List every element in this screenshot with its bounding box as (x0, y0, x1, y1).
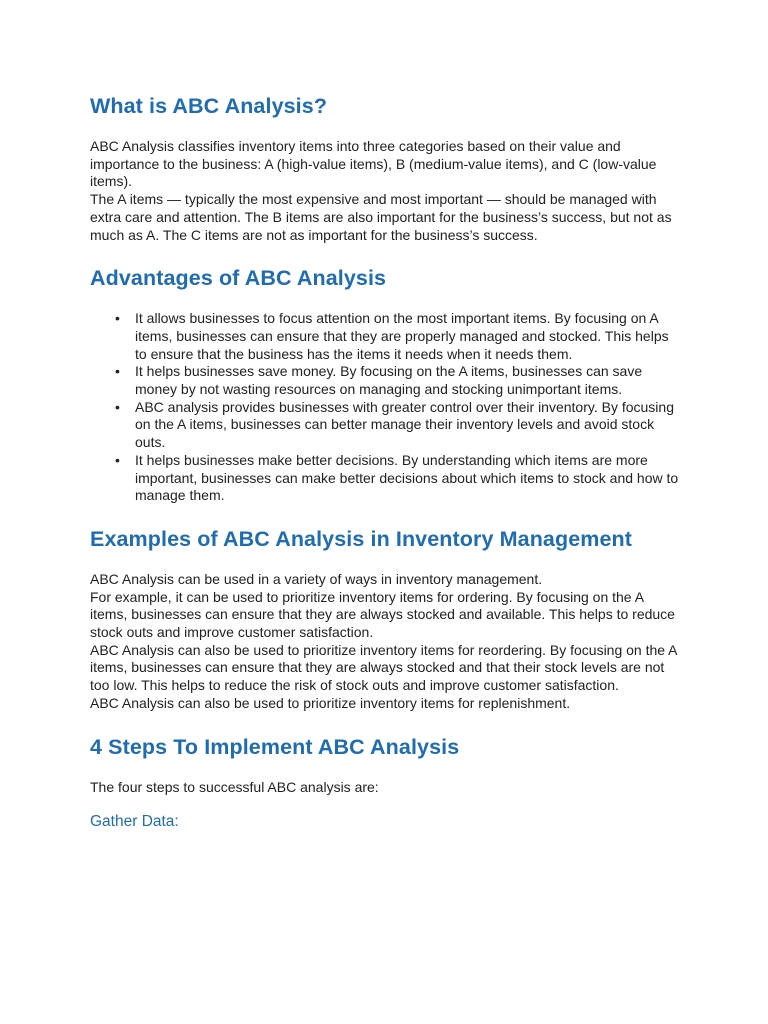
examples-paragraph-block (90, 571, 680, 713)
bullet-icon: • (115, 363, 120, 380)
advantages-list (90, 310, 680, 505)
bullet-icon: • (115, 398, 120, 415)
bullet-icon: • (115, 310, 120, 327)
intro-paragraph-2: The A items — typically the most expensive and most important — should be managed with extra care and attention. The B items are also important for the business’s success, but not as much as A. The C items are not as important for the business’s success. (90, 191, 672, 243)
intro-paragraph-1: ABC Analysis classifies inventory items into three categories based on their value and importance to the business: A (high-value items), B (medium-value items), and C (low-value items). (90, 138, 657, 190)
list-item (115, 310, 680, 363)
heading-what-is-abc-analysis: What is ABC Analysis? (90, 94, 328, 118)
list-item-text: It helps businesses save money. By focusing on the A items, businesses can save money by not wasting resources on managing and stocking unimportant items. (135, 363, 643, 398)
steps-intro-paragraph: The four steps to successful ABC analysis are: (90, 778, 379, 795)
bullet-icon: • (115, 451, 120, 468)
heading-four-steps: 4 Steps To Implement ABC Analysis (90, 734, 460, 759)
list-item (115, 363, 680, 398)
list-item-text: ABC analysis provides businesses with greater control over their inventory. By focusing on the A items, businesses can better manage their inventory levels and avoid stock outs. (135, 398, 674, 451)
list-item-text: It helps businesses make better decisions. By understanding which items are more important, businesses can make better decisions about which items to stock and how to manage them. (135, 451, 679, 504)
examples-paragraph-2: For example, it can be used to prioritize inventory items for ordering. By focusing on the A items, businesses can ensure that they are always stocked and available. This helps to reduce stock outs and improve customer satisfaction. (90, 588, 675, 641)
heading-examples: Examples of ABC Analysis in Inventory Management (90, 526, 633, 551)
examples-paragraph-1: ABC Analysis can be used in a variety of ways in inventory management. (90, 570, 543, 587)
list-item (115, 398, 680, 452)
subheading-gather-data: Gather Data: (90, 813, 179, 831)
examples-paragraph-3: ABC Analysis can also be used to prioritize inventory items for reordering. By focusing on the A items, businesses can ensure that they are always stocked and that their stock levels are not too low. This helps to reduce the risk of stock outs and improve customer satisfaction. (90, 641, 677, 694)
heading-advantages: Advantages of ABC Analysis (90, 266, 387, 291)
list-item (115, 451, 680, 505)
list-item-text: It allows businesses to focus attention on the most important items. By focusing on A items, businesses can ensure that they are properly managed and stocked. This helps to ensure that the business has the items it needs when it needs them. (135, 310, 669, 362)
examples-paragraph-4: ABC Analysis can also be used to prioritize inventory items for replenishment. (90, 694, 571, 711)
intro-paragraph-block (90, 138, 680, 244)
